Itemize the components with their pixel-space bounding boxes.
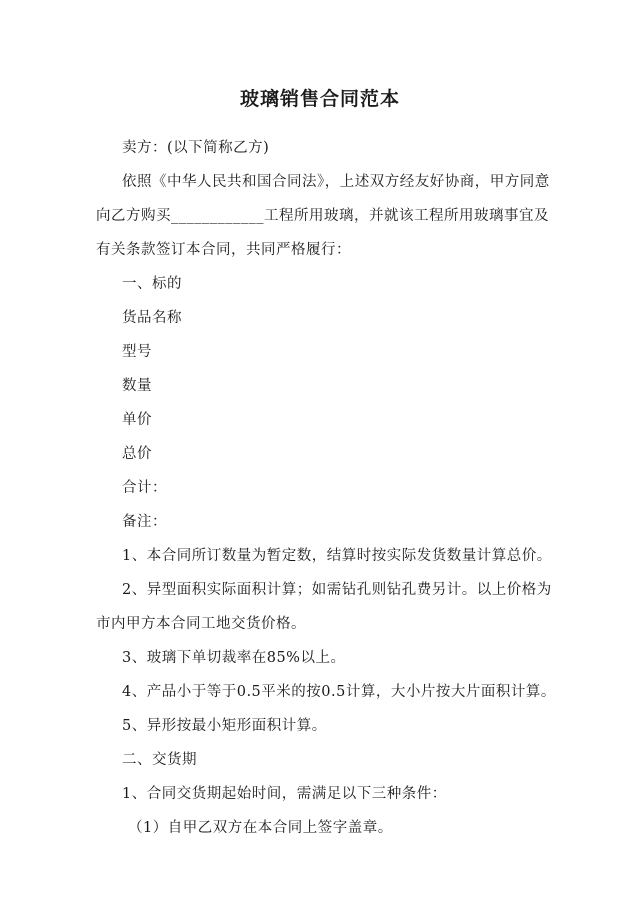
item-label: 型号 — [122, 344, 152, 360]
total-label: 合计： — [122, 480, 167, 496]
item-label: 货品名称 — [122, 310, 182, 326]
remark-item: 5、异形按最小矩形面积计算。 — [122, 718, 327, 734]
item-label: 总价 — [122, 446, 152, 462]
document-title: 玻璃销售合同范本 — [239, 88, 400, 110]
item-label: 数量 — [122, 378, 152, 394]
remark-item: 4、产品小于等于0.5平米的按0.5计算，大小片按大片面积计算。 — [122, 684, 556, 700]
item-label: 单价 — [122, 412, 152, 428]
remark-item: 1、本合同所订数量为暂定数，结算时按实际发货数量计算总价。 — [122, 548, 552, 564]
delivery-condition: （1）自甲乙双方在本合同上签字盖章。 — [128, 820, 393, 836]
remark-item-continued: 市内甲方本合同工地交货价格。 — [96, 616, 306, 632]
section-heading: 一、标的 — [122, 276, 182, 292]
delivery-item: 1、合同交货期起始时间，需满足以下三种条件： — [122, 786, 447, 802]
seller-line: 卖方：(以下简称乙方) — [122, 140, 270, 156]
remark-item: 2、异型面积实际面积计算；如需钻孔则钻孔费另计。以上价格为 — [122, 582, 552, 598]
paragraph-line: 有关条款签订本合同，共同严格履行： — [96, 242, 351, 258]
section-heading: 二、交货期 — [122, 752, 197, 768]
remarks-label: 备注： — [122, 514, 167, 530]
remark-item: 3、玻璃下单切裁率在85%以上。 — [122, 650, 346, 666]
paragraph-line: 向乙方购买____________工程所用玻璃，并就该工程所用玻璃事宜及 — [96, 208, 549, 224]
paragraph-line: 依照《中华人民共和国合同法》，上述双方经友好协商，甲方同意 — [122, 174, 550, 190]
